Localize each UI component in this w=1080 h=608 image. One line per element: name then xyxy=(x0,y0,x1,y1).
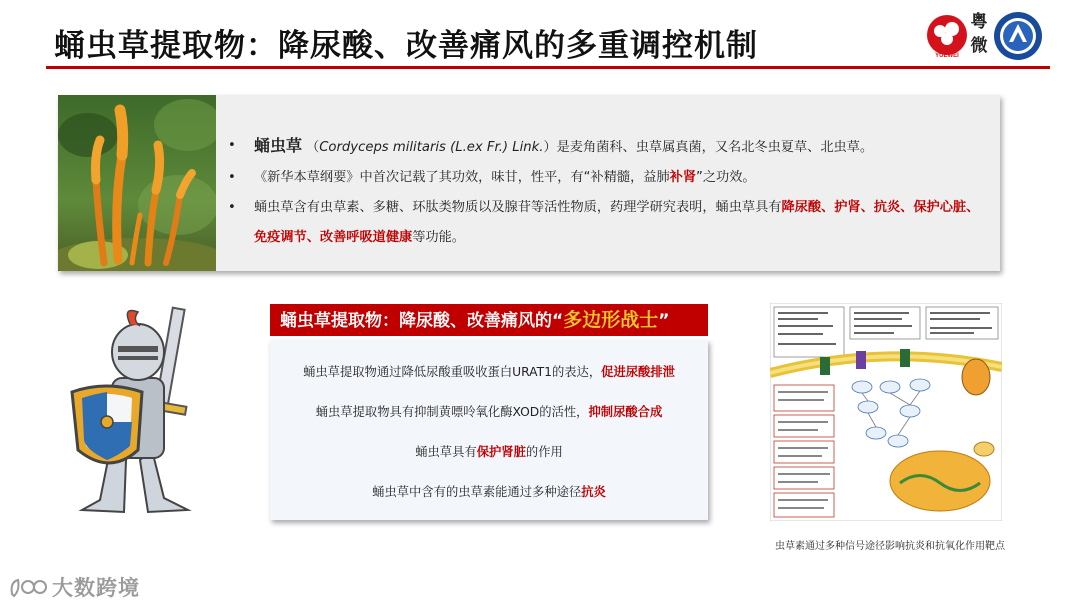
page-title: 蛹虫草提取物：降尿酸、改善痛风的多重调控机制 xyxy=(54,28,758,64)
knight-warrior-icon xyxy=(52,300,220,524)
bullet-ingredients xyxy=(228,193,988,253)
definition-text: 是麦角菌科、虫草属真菌，又名北冬虫夏草、北虫草。 xyxy=(556,140,874,155)
record-text: 《新华本草纲要》中首次记载了其功效，味甘，性平，有“补精髓，益肺 xyxy=(254,170,670,185)
ingredients-text: 蛹虫草含有虫草素、多糖、环肽类物质以及腺苷等活性物质，药理学研究表明，蛹虫草具有 xyxy=(254,200,782,215)
mechanism-line-1 xyxy=(270,362,708,380)
intro-panel xyxy=(58,95,1000,271)
line2-highlight: 抑制尿酸合成 xyxy=(588,405,663,419)
signaling-pathway-diagram xyxy=(770,303,1002,521)
bullet-dot: • xyxy=(228,200,236,215)
ingredients-text-end: 等功能。 xyxy=(412,230,465,245)
banner-prefix: 蛹虫草提取物：降尿酸、改善痛风的“ xyxy=(280,311,564,331)
cordyceps-name: 蛹虫草 xyxy=(254,136,303,155)
yuewei-logo-icon xyxy=(922,14,972,60)
latin-name: Cordyceps militaris (L.ex Fr.) Link. xyxy=(319,140,544,155)
logo-text: 粤微 xyxy=(970,12,988,56)
bullet-dot: • xyxy=(228,138,236,153)
mechanism-line-2 xyxy=(270,402,708,420)
mechanism-panel xyxy=(270,340,708,520)
record-highlight: 补肾 xyxy=(669,170,697,185)
line1-highlight: 促进尿酸排泄 xyxy=(601,365,675,379)
line4-highlight: 抗炎 xyxy=(581,485,606,499)
line2-text: 蛹虫草提取物具有抑制黄嘌呤氧化酶XOD的活性， xyxy=(315,405,589,419)
mechanism-banner xyxy=(270,304,708,336)
watermark-text: 大数跨境 xyxy=(52,576,140,600)
paren-open: （ xyxy=(306,140,320,155)
watermark xyxy=(8,572,140,602)
intro-bullet-list xyxy=(228,131,988,253)
line3-text-end: 的作用 xyxy=(525,445,563,459)
mechanism-line-4 xyxy=(270,482,708,500)
functions-highlight: 降尿酸、护肾、抗炎、保护心脏、免疫调节、改善呼吸道健康 xyxy=(254,200,980,245)
diagram-caption: 虫草素通过多种信号途径影响抗炎和抗氧化作用靶点 xyxy=(775,541,1005,552)
bullet-record xyxy=(228,163,988,193)
svg-text:YUEWEI: YUEWEI xyxy=(935,53,959,59)
banner-highlight: 多边形战士 xyxy=(563,309,659,331)
paren-close: ） xyxy=(543,140,557,155)
line1-text: 蛹虫草提取物通过降低尿酸重吸收蛋白URAT1的表达， xyxy=(303,365,602,379)
mechanism-line-3 xyxy=(270,442,708,460)
bullet-dot: • xyxy=(228,170,236,185)
dashuju-logo-icon xyxy=(8,574,48,600)
banner-suffix: ” xyxy=(658,311,670,331)
bullet-definition xyxy=(228,131,988,163)
line3-text: 蛹虫草具有 xyxy=(415,445,477,459)
cordyceps-photo xyxy=(58,95,216,271)
line3-highlight: 保护肾脏 xyxy=(476,445,526,459)
record-text-end: ”之功效。 xyxy=(696,170,756,185)
society-emblem-icon xyxy=(992,10,1044,62)
line4-text: 蛹虫草中含有的虫草素能通过多种途径 xyxy=(372,485,582,499)
title-divider xyxy=(46,66,1050,69)
